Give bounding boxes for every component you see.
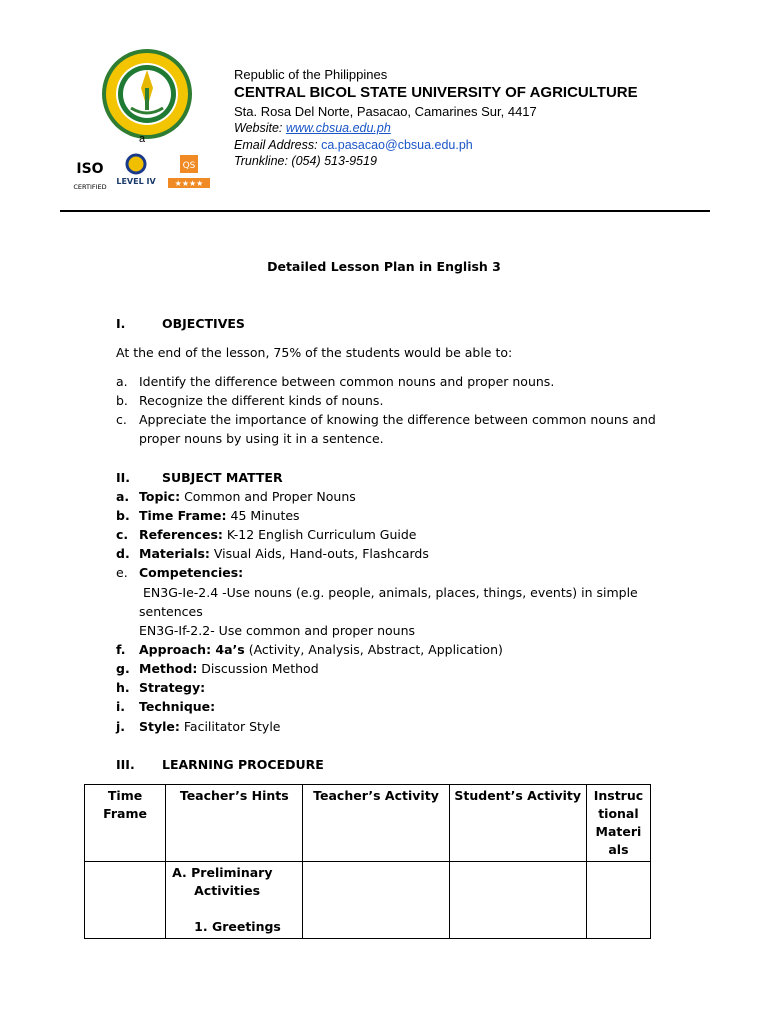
email-line	[234, 138, 473, 152]
objectives-heading	[116, 314, 245, 333]
svg-text:ISO: ISO	[76, 161, 104, 177]
column-header-teachers-hints: Teacher’s Hints	[166, 785, 303, 862]
subject-item-method: g. Method: Discussion Method	[116, 661, 319, 676]
subject-item-competencies: e. Competencies:	[116, 565, 244, 580]
competency-line: EN3G-If-2.2- Use common and proper nouns	[139, 623, 416, 638]
accreditation-badges	[70, 152, 215, 196]
column-header-students-activity: Student’s Activity	[449, 785, 586, 862]
subject-item-topic: a. Topic: Common and Proper Nouns	[116, 489, 356, 504]
objectives-intro: At the end of the lesson, 75% of the students would be able to:	[116, 345, 513, 360]
table-cell	[85, 862, 166, 939]
learning-procedure-table	[84, 784, 651, 939]
subject-item-approach: f. Approach: 4a’s (Activity, Analysis, Abstract, Application)	[116, 642, 503, 657]
qs-stars-icon	[168, 155, 210, 188]
table-cell	[586, 862, 650, 939]
table-cell	[449, 862, 586, 939]
objective-item: a. Identify the difference between common nouns and proper nouns.	[116, 374, 555, 389]
section-title: SUBJECT MATTER	[162, 470, 283, 485]
competency-line: sentences	[139, 604, 203, 619]
table-cell-preliminary-activities: A. Preliminary Activities 1. Greetings	[166, 862, 303, 939]
competency-line: EN3G-Ie-2.4 -Use nouns (e.g. people, animals, places, things, events) in simple	[143, 585, 638, 600]
section-title: LEARNING PROCEDURE	[162, 757, 324, 772]
level-iv-icon	[116, 155, 156, 186]
subject-item-time-frame: b. Time Frame: 45 Minutes	[116, 508, 300, 523]
column-header-instructional-materials: Instruc tional Materi als	[586, 785, 650, 862]
table-row	[85, 862, 651, 939]
svg-text:LEVEL IV: LEVEL IV	[116, 177, 156, 186]
objective-item: c. Appreciate the importance of knowing the difference between common nouns and	[116, 412, 656, 427]
university-seal-logo	[101, 48, 193, 140]
objective-item-continuation: proper nouns by using it in a sentence.	[139, 431, 384, 446]
column-header-time-frame: Time Frame	[85, 785, 166, 862]
website-link[interactable]: www.cbsua.edu.ph	[285, 121, 391, 135]
stray-character: a	[139, 133, 146, 145]
subject-item-references: c. References: K-12 English Curriculum Guide	[116, 527, 417, 542]
trunkline: Trunkline: (054) 513-9519	[234, 154, 377, 168]
republic-line: Republic of the Philippines	[234, 67, 388, 82]
subject-item-style: j. Style: Facilitator Style	[116, 719, 281, 734]
subject-item-materials: d. Materials: Visual Aids, Hand-outs, Flashcards	[116, 546, 429, 561]
section-title: OBJECTIVES	[162, 316, 245, 331]
objective-item: b. Recognize the different kinds of nouns.	[116, 393, 384, 408]
subject-matter-heading	[116, 468, 283, 487]
table-header-row	[85, 785, 651, 862]
section-number: II.	[116, 470, 131, 485]
column-header-teachers-activity: Teacher’s Activity	[303, 785, 449, 862]
svg-text:★★★★: ★★★★	[174, 179, 204, 188]
email-label: Email Address:	[234, 138, 322, 152]
website-label: Website:	[234, 121, 286, 135]
email-value[interactable]: ca.pasacao@cbsua.edu.ph	[321, 138, 473, 152]
section-number: III.	[116, 757, 135, 772]
table-cell	[303, 862, 449, 939]
university-name: CENTRAL BICOL STATE UNIVERSITY OF AGRICULTURE	[234, 84, 638, 101]
iso-certified-icon	[72, 154, 108, 191]
university-address: Sta. Rosa Del Norte, Pasacao, Camarines Sur, 4417	[234, 104, 537, 119]
section-number: I.	[116, 316, 126, 331]
subject-item-technique: i. Technique:	[116, 699, 216, 714]
document-title: Detailed Lesson Plan in English 3	[267, 259, 501, 274]
website-line	[234, 121, 391, 135]
subject-item-strategy: h. Strategy:	[116, 680, 206, 695]
header-divider	[60, 210, 710, 212]
svg-text:CERTIFIED: CERTIFIED	[73, 183, 107, 191]
learning-procedure-heading	[116, 755, 324, 774]
svg-text:QS: QS	[182, 161, 196, 171]
